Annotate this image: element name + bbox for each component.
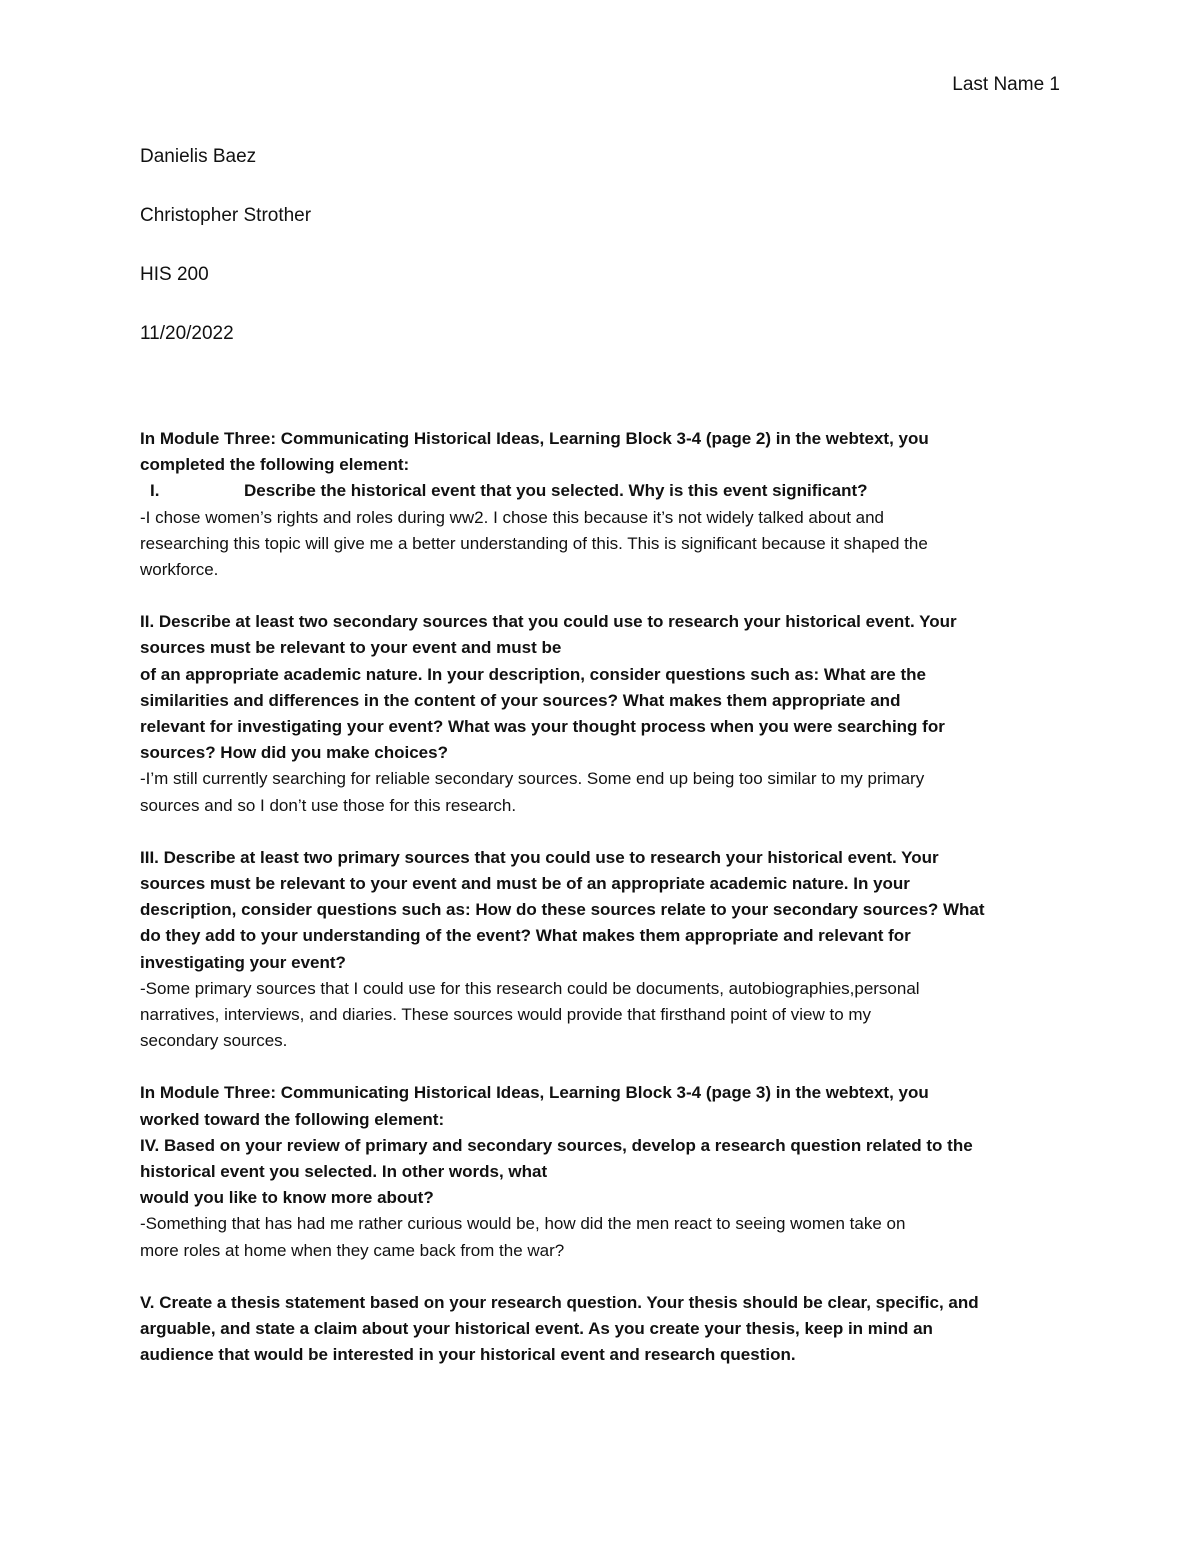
- paragraph-gap: [140, 1264, 1065, 1290]
- answer-line: -Something that has had me rather curious would be, how did the men react to seeing women take on: [140, 1214, 906, 1234]
- section-5: [140, 1290, 1065, 1369]
- answer-line: sources and so I don’t use those for this research.: [140, 795, 517, 815]
- prompt-line: similarities and differences in the content of your sources? What makes them appropriate and: [140, 690, 901, 710]
- answer-line: -I’m still currently searching for reliable secondary sources. Some end up being too similar to my primary: [140, 769, 925, 789]
- course-name: HIS 200: [140, 264, 209, 285]
- paragraph-gap: [140, 583, 1065, 609]
- prompt-line: historical event you selected. In other words, what: [140, 1162, 548, 1182]
- document-date: 11/20/2022: [140, 323, 234, 344]
- prompt-line: description, consider questions such as: How do these sources relate to your secondary sources? What: [140, 900, 985, 920]
- prompt-line: would you like to know more about?: [140, 1188, 434, 1208]
- item-text: Describe the historical event that you selected. Why is this event significant?: [244, 481, 868, 501]
- answer-line: secondary sources.: [140, 1031, 288, 1051]
- section-intro-line: worked toward the following element:: [140, 1109, 445, 1129]
- section-intro-line: In Module Three: Communicating Historical Ideas, Learning Block 3-4 (page 2) in the webtext, you: [140, 429, 929, 448]
- prompt-line: II. Describe at least two secondary sources that you could use to research your historical event. Your: [140, 612, 957, 632]
- answer-line: researching this topic will give me a better understanding of this. This is significant because it shaped the: [140, 533, 928, 553]
- section-1: [140, 426, 1065, 583]
- document-body: [140, 426, 1065, 1369]
- answer-line: more roles at home when they came back from the war?: [140, 1240, 565, 1260]
- prompt-line: investigating your event?: [140, 952, 346, 972]
- prompt-line: III. Describe at least two primary sources that you could use to research your historical event. Your: [140, 847, 939, 867]
- section-intro-line: completed the following element:: [140, 455, 410, 475]
- prompt-line: do they add to your understanding of the event? What makes them appropriate and relevant for: [140, 926, 911, 946]
- student-name: Danielis Baez: [140, 146, 257, 167]
- prompt-line: of an appropriate academic nature. In your description, consider questions such as: What are the: [140, 664, 926, 684]
- answer-line: workforce.: [140, 560, 219, 580]
- prompt-line: IV. Based on your review of primary and secondary sources, develop a research question related to the: [140, 1135, 973, 1155]
- prompt-line: sources must be relevant to your event and must be: [140, 638, 562, 658]
- section-2: [140, 609, 1065, 819]
- prompt-line: audience that would be interested in your historical event and research question.: [140, 1345, 796, 1365]
- answer-line: narratives, interviews, and diaries. These sources would provide that firsthand point of view to my: [140, 1005, 872, 1025]
- prompt-line: relevant for investigating your event? What was your thought process when you were searching for: [140, 717, 945, 737]
- prompt-line: sources? How did you make choices?: [140, 743, 448, 763]
- mla-heading: [140, 146, 311, 382]
- page-header-label: Last Name 1: [952, 74, 1060, 95]
- section-4: [140, 1080, 1065, 1263]
- item-one: [140, 478, 1065, 504]
- paragraph-gap: [140, 819, 1065, 845]
- prompt-line: sources must be relevant to your event and must be of an appropriate academic nature. In your: [140, 874, 910, 894]
- prompt-line: V. Create a thesis statement based on your research question. Your thesis should be clear, specific, and: [140, 1292, 979, 1312]
- instructor-name: Christopher Strother: [140, 205, 312, 226]
- section-3: [140, 845, 1065, 1055]
- answer-line: -Some primary sources that I could use for this research could be documents, autobiographies,personal: [140, 978, 920, 998]
- item-number: I.: [150, 481, 160, 501]
- prompt-line: arguable, and state a claim about your historical event. As you create your thesis, keep in mind an: [140, 1319, 933, 1339]
- section-intro-line: In Module Three: Communicating Historical Ideas, Learning Block 3-4 (page 3) in the webtext, you: [140, 1083, 929, 1103]
- answer-line: -I chose women’s rights and roles during ww2. I chose this because it’s not widely talked about and: [140, 507, 885, 527]
- paragraph-gap: [140, 1054, 1065, 1080]
